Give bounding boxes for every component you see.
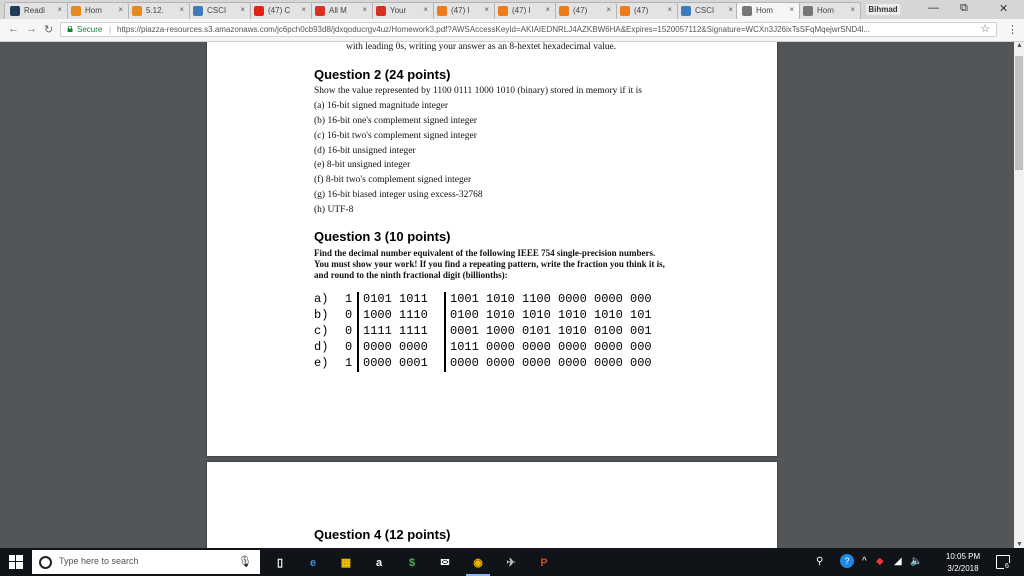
secure-label: Secure xyxy=(77,25,103,34)
row-label: c) xyxy=(314,324,329,338)
tab-label: (47) C xyxy=(268,6,291,15)
taskbar-app-task-view[interactable] xyxy=(264,548,296,576)
bookmark-star-icon[interactable]: ☆ xyxy=(980,23,990,35)
mail-icon: ✉ xyxy=(440,556,450,569)
reader-icon xyxy=(10,6,20,16)
browser-tab[interactable] xyxy=(614,2,678,19)
address-bar[interactable] xyxy=(60,22,997,37)
tab-close-icon[interactable]: × xyxy=(667,5,672,14)
taskbar-app-edge[interactable] xyxy=(297,548,329,576)
wifi-icon[interactable]: ◢ xyxy=(894,556,902,567)
scroll-up-icon[interactable]: ▲ xyxy=(1016,42,1023,49)
maximize-button[interactable]: ⧉ xyxy=(960,2,968,14)
q3-instruction: Find the decimal number equivalent of the following IEEE 754 single-precision numbers. xyxy=(314,248,656,258)
question-3-heading: Question 3 (10 points) xyxy=(314,229,451,244)
sign-bit: 0 xyxy=(345,308,353,322)
notification-count: 6 xyxy=(1005,563,1009,570)
field-divider xyxy=(357,340,359,356)
question-2-heading: Question 2 (24 points) xyxy=(314,67,451,82)
url-text[interactable]: https://piazza-resources.s3.amazonaws.com/jc6pch0cb93d8/jdxqoducrgv4uz/Homework3.pdf?AWSAccessKeyId=AKIAIEDNRLJ4AZKBW6HA&Expires=1520057112&Signature=WCXn3J26ixTsSFqMqejwrSND4l... xyxy=(117,25,871,34)
back-icon[interactable]: ← xyxy=(8,23,19,35)
piazza-icon xyxy=(193,6,203,16)
exponent-bits: 0000 0000 xyxy=(363,340,428,354)
field-divider xyxy=(444,356,446,372)
q2-item: (b) 16-bit one's complement signed integer xyxy=(314,116,477,126)
help-icon[interactable]: ? xyxy=(840,554,854,568)
url-separator: | xyxy=(109,25,112,34)
float-row xyxy=(314,356,714,372)
field-divider xyxy=(357,324,359,340)
row-label: d) xyxy=(314,340,329,354)
tab-close-icon[interactable]: × xyxy=(484,5,489,14)
forward-icon[interactable]: → xyxy=(26,23,37,35)
steam-icon: ✈ xyxy=(506,556,516,569)
q3-instruction: and round to the ninth fractional digit (billionths): xyxy=(314,270,508,280)
float-row xyxy=(314,324,714,340)
taskbar-app-amazon[interactable] xyxy=(363,548,395,576)
zybooks-icon xyxy=(71,6,81,16)
pdf-viewer[interactable] xyxy=(0,42,1014,548)
chegg-icon xyxy=(498,6,508,16)
tab-close-icon[interactable]: × xyxy=(179,5,184,14)
field-divider xyxy=(444,324,446,340)
search-placeholder: Type here to search xyxy=(59,556,139,566)
float-row xyxy=(314,308,714,324)
clock-time[interactable]: 10:05 PM xyxy=(945,552,981,561)
windows-taskbar xyxy=(0,548,1024,576)
mantissa-bits: 0000 0000 0000 0000 0000 000 xyxy=(450,356,652,370)
tab-close-icon[interactable]: × xyxy=(362,5,367,14)
edge-icon: e xyxy=(309,556,317,569)
tab-label: 5.12. xyxy=(146,6,164,15)
scrollbar-thumb[interactable] xyxy=(1015,56,1023,170)
tab-label: Hom xyxy=(756,6,773,15)
float-row xyxy=(314,340,714,356)
tab-label: All M xyxy=(329,6,347,15)
field-divider xyxy=(444,340,446,356)
exponent-bits: 1000 1110 xyxy=(363,308,428,322)
amazon-icon: a xyxy=(375,556,383,569)
youtube-icon xyxy=(254,6,264,16)
chrome-icon: ◉ xyxy=(473,556,483,569)
q2-item: (a) 16-bit signed magnitude integer xyxy=(314,101,449,111)
tab-label: (47) I xyxy=(512,6,531,15)
taskbar-app-mail[interactable] xyxy=(429,548,461,576)
volume-icon[interactable]: 🔈 xyxy=(910,556,923,567)
question-2-intro: Show the value represented by 1100 0111 1000 1010 (binary) stored in memory if it is xyxy=(314,86,642,96)
tab-close-icon[interactable]: × xyxy=(57,5,62,14)
sign-bit: 1 xyxy=(345,356,353,370)
antivirus-icon[interactable]: ◆ xyxy=(876,556,884,567)
browser-tab[interactable] xyxy=(553,2,617,19)
mantissa-bits: 1011 0000 0000 0000 0000 000 xyxy=(450,340,652,354)
row-label: a) xyxy=(314,292,329,306)
browser-tab[interactable] xyxy=(309,2,373,19)
row-label: e) xyxy=(314,356,329,370)
tab-close-icon[interactable]: × xyxy=(545,5,550,14)
lock-icon xyxy=(67,26,73,32)
q2-item: (e) 8-bit unsigned integer xyxy=(314,160,411,170)
q2-item: (d) 16-bit unsigned integer xyxy=(314,146,416,156)
field-divider xyxy=(444,308,446,324)
close-window-button[interactable]: ✕ xyxy=(999,3,1009,15)
document-icon xyxy=(803,6,813,16)
reload-icon[interactable]: ↻ xyxy=(44,24,54,36)
tab-close-icon[interactable]: × xyxy=(728,5,733,14)
q2-item: (c) 16-bit two's complement signed integer xyxy=(314,131,477,141)
field-divider xyxy=(357,292,359,308)
browser-tab[interactable] xyxy=(492,2,556,19)
float-row xyxy=(314,292,714,308)
browser-tab[interactable] xyxy=(431,2,495,19)
vertical-scrollbar[interactable] xyxy=(1014,42,1024,548)
browser-menu-icon[interactable]: ⋮ xyxy=(1007,24,1018,36)
browser-tab[interactable] xyxy=(370,2,434,19)
mantissa-bits: 0100 1010 1010 1010 1010 101 xyxy=(450,308,652,322)
store-icon: ▦ xyxy=(340,556,352,569)
tab-label: Hom xyxy=(85,6,102,15)
tab-label: CSCI xyxy=(207,6,227,15)
mantissa-bits: 1001 1010 1100 0000 0000 000 xyxy=(450,292,652,306)
exponent-bits: 0000 0001 xyxy=(363,356,428,370)
chegg-icon xyxy=(620,6,630,16)
start-button[interactable] xyxy=(0,548,32,576)
minimize-button[interactable]: — xyxy=(928,2,939,14)
clock-date[interactable]: 3/2/2018 xyxy=(947,564,979,573)
task-view-icon: ▯ xyxy=(276,556,284,569)
taskbar-app-store[interactable] xyxy=(330,548,362,576)
tab-label: CSCI xyxy=(695,6,715,15)
taskbar-app-steam[interactable] xyxy=(495,548,527,576)
taskbar-app-chrome[interactable] xyxy=(462,548,494,576)
exponent-bits: 0101 1011 xyxy=(363,292,428,306)
scroll-down-icon[interactable]: ▼ xyxy=(1016,541,1023,548)
field-divider xyxy=(357,308,359,324)
row-label: b) xyxy=(314,308,329,322)
top-fragment: with leading 0s, writing your answer as an 8-hextet hexadecimal value. xyxy=(346,42,617,52)
browser-tab[interactable] xyxy=(248,2,312,19)
q2-item: (h) UTF-8 xyxy=(314,205,354,215)
tab-label: (47) xyxy=(573,6,588,15)
money-icon: $ xyxy=(408,556,416,569)
cortana-icon xyxy=(39,556,52,569)
piazza-icon xyxy=(681,6,691,16)
taskbar-app-powerpoint[interactable] xyxy=(528,548,560,576)
sign-bit: 1 xyxy=(345,292,353,306)
tab-label: (47) I xyxy=(451,6,470,15)
pdf-page xyxy=(207,462,777,548)
exponent-bits: 1111 1111 xyxy=(363,324,428,338)
microphone-icon[interactable]: 🎙 xyxy=(238,556,252,568)
tab-label: Your xyxy=(390,6,407,15)
taskbar-search-box[interactable] xyxy=(32,550,260,574)
taskbar-app-money[interactable] xyxy=(396,548,428,576)
tab-label: (47) xyxy=(634,6,649,15)
tab-close-icon[interactable]: × xyxy=(606,5,611,14)
chegg-icon xyxy=(559,6,569,16)
tab-close-icon[interactable]: × xyxy=(240,5,245,14)
chegg-icon xyxy=(437,6,447,16)
windows-logo-icon xyxy=(9,555,23,569)
tab-label: Readi xyxy=(24,6,45,15)
profile-name[interactable]: Bihmad xyxy=(866,4,900,15)
browser-tab[interactable] xyxy=(65,2,129,19)
chevron-up-icon[interactable]: ^ xyxy=(862,556,867,567)
tab-close-icon[interactable]: × xyxy=(423,5,428,14)
field-divider xyxy=(444,292,446,308)
gmail-icon xyxy=(376,6,386,16)
browser-tab[interactable] xyxy=(797,2,861,19)
browser-tab[interactable] xyxy=(736,2,800,19)
browser-tab[interactable] xyxy=(126,2,190,19)
sign-bit: 0 xyxy=(345,324,353,338)
tab-close-icon[interactable]: × xyxy=(118,5,123,14)
mantissa-bits: 0001 1000 0101 1010 0100 001 xyxy=(450,324,652,338)
question-4-heading: Question 4 (12 points) xyxy=(314,527,451,542)
gmail-icon xyxy=(315,6,325,16)
sign-bit: 0 xyxy=(345,340,353,354)
q2-item: (f) 8-bit two's complement signed integer xyxy=(314,175,472,185)
people-icon[interactable]: ⚲ xyxy=(816,556,824,567)
browser-tab[interactable] xyxy=(187,2,251,19)
tab-close-icon[interactable]: × xyxy=(789,5,794,14)
tab-label: Hom xyxy=(817,6,834,15)
tab-close-icon[interactable]: × xyxy=(850,5,855,14)
pdf-page xyxy=(207,42,777,456)
browser-tab[interactable] xyxy=(4,2,68,19)
browser-tab[interactable] xyxy=(675,2,739,19)
zybooks-icon xyxy=(132,6,142,16)
q2-item: (g) 16-bit biased integer using excess-32768 xyxy=(314,190,483,200)
q3-instruction: You must show your work! If you find a repeating pattern, write the fraction you think it is, xyxy=(314,259,665,269)
document-icon xyxy=(742,6,752,16)
field-divider xyxy=(357,356,359,372)
tab-close-icon[interactable]: × xyxy=(301,5,306,14)
powerpoint-icon: P xyxy=(540,556,548,569)
browser-toolbar xyxy=(0,19,1024,42)
